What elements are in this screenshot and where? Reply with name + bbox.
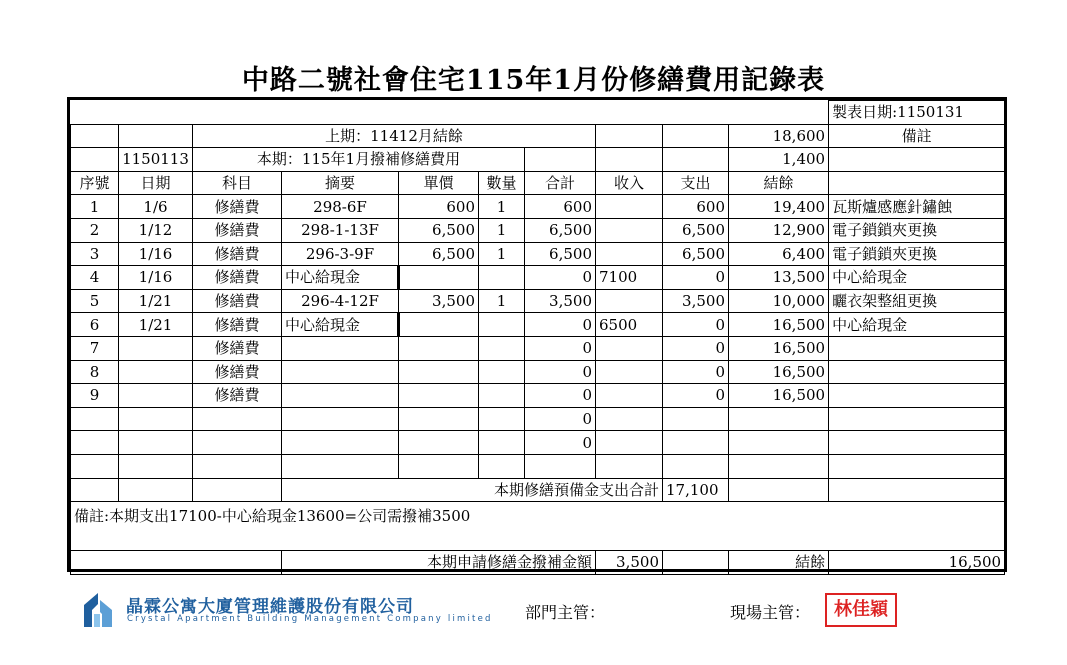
cell-no: 6 xyxy=(71,313,119,337)
cell-no: 4 xyxy=(71,266,119,290)
cell-desc: 296-3-9F xyxy=(282,242,399,266)
cell-item: 修繕費 xyxy=(193,266,282,290)
cell-no: 8 xyxy=(71,360,119,384)
cell-price: 6,500 xyxy=(399,218,479,242)
cell-desc: 中心給現金 xyxy=(282,266,399,290)
header-date: 日期 xyxy=(119,171,193,195)
cell-date xyxy=(119,384,193,408)
cell-total xyxy=(525,454,596,478)
note-row xyxy=(71,502,1005,551)
cell-desc: 298-1-13F xyxy=(282,218,399,242)
cell-expense: 0 xyxy=(663,336,729,360)
cell-date: 1/16 xyxy=(119,266,193,290)
cell-remark xyxy=(829,384,1005,408)
current-period-label: 本期：115年1月撥補修繕費用 xyxy=(193,148,525,172)
cell-balance: 16,500 xyxy=(729,336,829,360)
cell-price xyxy=(399,313,479,337)
header-row xyxy=(71,171,1005,195)
current-balance: 1,400 xyxy=(729,148,829,172)
cell-income: 7100 xyxy=(596,266,663,290)
apply-value: 3,500 xyxy=(596,551,663,575)
cell-price xyxy=(399,384,479,408)
cell-qty xyxy=(479,431,525,455)
cell-expense: 0 xyxy=(663,266,729,290)
header-price: 單價 xyxy=(399,171,479,195)
header-balance: 結餘 xyxy=(729,171,829,195)
cell-balance: 13,500 xyxy=(729,266,829,290)
cell-desc xyxy=(282,407,399,431)
cell-remark: 電子鎖鎖夾更換 xyxy=(829,242,1005,266)
cell-balance: 12,900 xyxy=(729,218,829,242)
cell-desc xyxy=(282,336,399,360)
cell-item: 修繕費 xyxy=(193,313,282,337)
cell-balance xyxy=(729,454,829,478)
cell-expense: 6,500 xyxy=(663,218,729,242)
cell-expense: 0 xyxy=(663,384,729,408)
table-row xyxy=(71,360,1005,384)
cell-total: 0 xyxy=(525,313,596,337)
cell-price: 3,500 xyxy=(399,289,479,313)
cell-income xyxy=(596,407,663,431)
cell-balance: 16,500 xyxy=(729,384,829,408)
expense-table xyxy=(70,100,1005,575)
cell-balance: 19,400 xyxy=(729,195,829,219)
cell-date xyxy=(119,431,193,455)
cell-price xyxy=(399,336,479,360)
cell-remark xyxy=(829,360,1005,384)
cell-no: 2 xyxy=(71,218,119,242)
cell-no: 1 xyxy=(71,195,119,219)
cell-remark: 瓦斯爐感應針鏽蝕 xyxy=(829,195,1005,219)
table-row xyxy=(71,384,1005,408)
cell-qty xyxy=(479,360,525,384)
made-date-row xyxy=(71,101,1005,125)
cell-no xyxy=(71,407,119,431)
cell-item: 修繕費 xyxy=(193,336,282,360)
previous-balance-row xyxy=(71,124,1005,148)
header-desc: 摘要 xyxy=(282,171,399,195)
company-name-english: Crystal Apartment Building Management Company limited xyxy=(127,614,493,624)
made-date: 製表日期:1150131 xyxy=(829,101,1005,125)
header-income: 收入 xyxy=(596,171,663,195)
footer xyxy=(0,588,1067,638)
table-row xyxy=(71,266,1005,290)
cell-qty: 1 xyxy=(479,289,525,313)
cell-no: 3 xyxy=(71,242,119,266)
cell-item: 修繕費 xyxy=(193,384,282,408)
cell-qty: 1 xyxy=(479,242,525,266)
cell-no xyxy=(71,454,119,478)
cell-expense xyxy=(663,454,729,478)
cell-expense: 600 xyxy=(663,195,729,219)
cell-desc xyxy=(282,360,399,384)
table-row xyxy=(71,195,1005,219)
cell-total: 0 xyxy=(525,431,596,455)
cell-remark: 電子鎖鎖夾更換 xyxy=(829,218,1005,242)
cell-date xyxy=(119,336,193,360)
expense-total-label: 本期修繕預備金支出合計 xyxy=(282,478,663,502)
expense-total-value: 17,100 xyxy=(663,478,729,502)
previous-period-label: 上期：11412月結餘 xyxy=(193,124,596,148)
cell-expense: 0 xyxy=(663,360,729,384)
cell-desc xyxy=(282,431,399,455)
table-row xyxy=(71,313,1005,337)
cell-income xyxy=(596,289,663,313)
cell-item: 修繕費 xyxy=(193,242,282,266)
table-row xyxy=(71,336,1005,360)
cell-remark: 曬衣架整組更換 xyxy=(829,289,1005,313)
page-title: 中路二號社會住宅115年1月份修繕費用記錄表 xyxy=(241,65,826,96)
cell-price xyxy=(399,266,479,290)
cell-balance xyxy=(729,407,829,431)
cell-item xyxy=(193,454,282,478)
cell-income xyxy=(596,431,663,455)
cell-price xyxy=(399,407,479,431)
department-supervisor-label: 部門主管： xyxy=(525,603,606,622)
cell-total: 600 xyxy=(525,195,596,219)
cell-remark xyxy=(829,454,1005,478)
cell-income xyxy=(596,336,663,360)
cell-no: 5 xyxy=(71,289,119,313)
cell-price xyxy=(399,431,479,455)
cell-income xyxy=(596,242,663,266)
cell-item: 修繕費 xyxy=(193,289,282,313)
header-expense: 支出 xyxy=(663,171,729,195)
cell-remark xyxy=(829,336,1005,360)
cell-total: 0 xyxy=(525,384,596,408)
table-row xyxy=(71,431,1005,455)
company-logo-icon xyxy=(78,590,118,630)
apply-label: 本期申請修繕金撥補金額 xyxy=(282,551,596,575)
current-allocation-row xyxy=(71,148,1005,172)
cell-item xyxy=(193,407,282,431)
cell-total: 0 xyxy=(525,360,596,384)
cell-price xyxy=(399,360,479,384)
cell-date: 1/12 xyxy=(119,218,193,242)
note-text: 備註:本期支出17100-中心給現金13600=公司需撥補3500 xyxy=(71,502,1005,551)
cell-desc: 298-6F xyxy=(282,195,399,219)
signature-stamp: 林佳穎 xyxy=(825,593,897,627)
cell-no: 7 xyxy=(71,336,119,360)
header-total: 合計 xyxy=(525,171,596,195)
cell-total: 6,500 xyxy=(525,218,596,242)
cell-total: 6,500 xyxy=(525,242,596,266)
cell-date: 1/21 xyxy=(119,313,193,337)
apply-row xyxy=(71,551,1005,575)
cell-income xyxy=(596,195,663,219)
cell-date xyxy=(119,454,193,478)
cell-income xyxy=(596,360,663,384)
expense-total-row xyxy=(71,478,1005,502)
cell-item: 修繕費 xyxy=(193,195,282,219)
table-row xyxy=(71,454,1005,478)
cell-balance: 6,400 xyxy=(729,242,829,266)
table-row xyxy=(71,407,1005,431)
cell-qty xyxy=(479,407,525,431)
cell-desc xyxy=(282,454,399,478)
cell-balance: 16,500 xyxy=(729,313,829,337)
cell-total: 0 xyxy=(525,336,596,360)
cell-no: 9 xyxy=(71,384,119,408)
final-balance-label: 結餘 xyxy=(729,551,829,575)
cell-qty xyxy=(479,313,525,337)
cell-expense xyxy=(663,407,729,431)
cell-remark xyxy=(829,407,1005,431)
remark-header: 備註 xyxy=(829,124,1005,148)
company-name: 晶霖公寓大廈管理維護股份有限公司 xyxy=(126,597,414,617)
cell-total: 3,500 xyxy=(525,289,596,313)
cell-expense: 6,500 xyxy=(663,242,729,266)
cell-date: 1/16 xyxy=(119,242,193,266)
cell-date: 1/6 xyxy=(119,195,193,219)
table-row xyxy=(71,289,1005,313)
cell-price: 6,500 xyxy=(399,242,479,266)
cell-price: 600 xyxy=(399,195,479,219)
cell-balance: 10,000 xyxy=(729,289,829,313)
cell-no xyxy=(71,431,119,455)
cell-expense: 0 xyxy=(663,313,729,337)
cell-remark xyxy=(829,431,1005,455)
cell-expense: 3,500 xyxy=(663,289,729,313)
cell-item: 修繕費 xyxy=(193,218,282,242)
current-date: 1150113 xyxy=(119,148,193,172)
cell-total: 0 xyxy=(525,407,596,431)
cell-item: 修繕費 xyxy=(193,360,282,384)
header-qty: 數量 xyxy=(479,171,525,195)
header-no: 序號 xyxy=(71,171,119,195)
cell-desc: 296-4-12F xyxy=(282,289,399,313)
cell-qty: 1 xyxy=(479,218,525,242)
cell-income xyxy=(596,218,663,242)
cell-remark: 中心給現金 xyxy=(829,313,1005,337)
table-row xyxy=(71,218,1005,242)
cell-balance xyxy=(729,431,829,455)
cell-expense xyxy=(663,431,729,455)
cell-income xyxy=(596,384,663,408)
cell-qty xyxy=(479,266,525,290)
cell-qty xyxy=(479,454,525,478)
header-item: 科目 xyxy=(193,171,282,195)
previous-balance: 18,600 xyxy=(729,124,829,148)
cell-qty: 1 xyxy=(479,195,525,219)
table-row xyxy=(71,242,1005,266)
cell-remark: 中心給現金 xyxy=(829,266,1005,290)
expense-sheet xyxy=(67,97,1007,572)
cell-qty xyxy=(479,384,525,408)
cell-item xyxy=(193,431,282,455)
cell-desc: 中心給現金 xyxy=(282,313,399,337)
cell-qty xyxy=(479,336,525,360)
cell-income xyxy=(596,454,663,478)
cell-date xyxy=(119,360,193,384)
cell-date xyxy=(119,407,193,431)
site-supervisor-label: 現場主管： xyxy=(730,603,811,622)
cell-price xyxy=(399,454,479,478)
cell-balance: 16,500 xyxy=(729,360,829,384)
cell-desc xyxy=(282,384,399,408)
cell-income: 6500 xyxy=(596,313,663,337)
cell-total: 0 xyxy=(525,266,596,290)
final-balance-value: 16,500 xyxy=(829,551,1005,575)
cell-date: 1/21 xyxy=(119,289,193,313)
